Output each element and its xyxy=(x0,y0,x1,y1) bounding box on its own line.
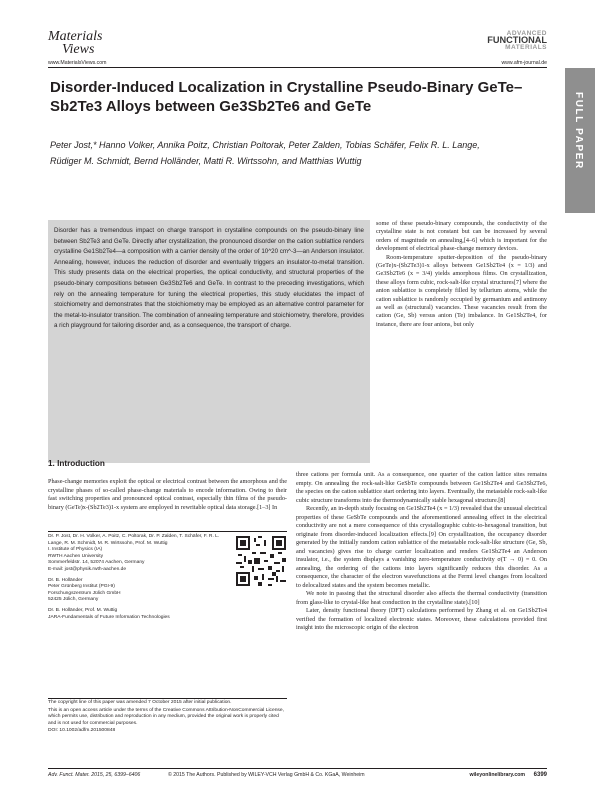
right-column-bottom xyxy=(296,471,547,633)
copyright-block xyxy=(48,700,287,736)
affiliation-name: Dr. B. Holländer xyxy=(48,577,83,583)
paragraph: some of these pseudo-binary compounds, the conductivity of the crystalline state is not constant but can be increased by several orders of magnitude on annealing,[4–6] which is important for the development of electrical phase-change memory devices. xyxy=(376,220,547,253)
right-column-top xyxy=(376,220,547,329)
materials-views-logo xyxy=(48,30,102,56)
copyright-rule xyxy=(48,698,287,699)
full-paper-tab xyxy=(565,68,595,213)
logo-right-line2: FUNCTIONAL xyxy=(487,35,547,45)
affiliation-address: 52425 Jülich, Germany xyxy=(48,597,99,603)
paragraph: Recently, an in-depth study focusing on Ge1Sb2Te4 (x = 1/3) revealed that the unusual electrical properties of these GeSbTe compounds and the aforementioned annealing effect in the electrical conductivity are not a mere consequence of this crystallographic cubic-to-hexagonal transition, but originate from disorder-induced localization effects.[9] On crystallization, the occupancy disorder generated by the initially random cation sublattice of the metastable rock-salt-like structure (Ge, Sb, and vacancies) gives rise to charge carrier localization and renders Ge1Sb2Te4 an Anderson insulator, i.e., the system displays a vanishing zero-temperature conductivity σ(T → 0) = 0. On annealing, the ordering of the cations into layers significantly reduces this disorder. As a consequence, the character of the electron wavefunctions at the Fermi level changes from localized to delocalized states and the system becomes metallic. xyxy=(296,505,547,589)
page-number: 6399 xyxy=(533,772,547,778)
intro-paragraph: Phase-change memories exploit the optical or electrical contrast between the amorphous and the crystalline phases of so-called phase-change materials to encode information. Owing to their fast switching properties and pronounced optical contrast, especially thin films of the pseudo-binary (GeTe)x-(Sb2Te3)1-x system are employed in rewritable optical data storage.[1–3] In xyxy=(48,478,287,511)
page-footer xyxy=(48,772,547,782)
affiliation-university: RWTH Aachen University xyxy=(48,553,104,559)
affiliation-institute: I. Institute of Physics (IA) xyxy=(48,547,103,553)
footer-rule xyxy=(48,768,547,769)
doi[interactable]: DOI: 10.1002/adfm.201500848 xyxy=(48,728,116,734)
affiliation-authors: Dr. P. Jost, Dr. H. Volker, A. Poitz, C. Poltorak, Dr. P. Zalden, T. Schäfer, F. R. L. Lange, R. M. Schmidt, M. R. Wirtssohn, Prof. M. Wuttig xyxy=(48,534,220,546)
affiliation-rule xyxy=(48,531,287,532)
header-url-left[interactable]: www.MaterialsViews.com xyxy=(48,60,107,66)
open-access-note: This is an open access article under the terms of the Creative Commons Attribution-NonCommercial License, which permits use, distribution and reproduction in any medium, provided the original work is properly cited and is not used for commercial purposes. xyxy=(48,707,284,726)
copyright-note: The copyright line of this paper was amended 7 October 2015 after initial publication. xyxy=(48,700,232,705)
footer-copyright: © 2015 The Authors. Published by WILEY-VCH Verlag GmbH & Co. KGaA, Weinheim xyxy=(168,772,365,778)
paragraph: three cations per formula unit. As a consequence, one quarter of the cation lattice sites remains empty. On annealing the rock-salt-like GeSbTe compounds between Ge1Sb2Te4 and Ge3Sb2Te6, the species on the cation sublattice start ordering into layers. Eventually, the metastable rock-salt-like cubic structure transforms into the thermodynamically stable hexagonal structure.[8] xyxy=(296,471,547,504)
logo-right-line3: MATERIALS xyxy=(505,44,547,51)
affiliation-institute: JARA-Fundamentals of Future Information Technologies xyxy=(48,614,170,620)
logo-right-line1: ADVANCED xyxy=(506,30,547,37)
paragraph: We note in passing that the structural disorder also affects the thermal conductivity (transition from glass-like to crystal-like heat conduction in the crystalline state).[10] xyxy=(296,590,547,606)
affiliation-email[interactable]: E-mail: jost@physik.rwth-aachen.de xyxy=(48,566,127,572)
logo-left-line1: Materials xyxy=(48,29,103,44)
header-rule xyxy=(48,67,547,68)
abstract-text: Disorder has a tremendous impact on charge transport in crystalline compounds on the pseudo-binary line between Sb2Te3 and GeTe. Directly after crystallization, the pronounced disorder on the cation sublattice renders crystalline Ge1Sb2Te4—a composition with a carrier density of the order of 10^20 cm^-3—an Anderson insulator. Annealing, however, induces the reduction of disorder and eventually triggers an insulator-to-metal transition. This study presents data on the electrical properties, the optical conductivity, and structural properties of the pseudo-binary compositions between Ge3Sb2Te6 and GeTe. In contrast to the preceding investigations, which rely on the annealing temperature for tuning the electrical properties, this study elucidates the impact of stoichiometry and demonstrates that the stoichiometry may be employed as an alternative control parameter for the metal-to-insulator transition. The combination of annealing temperature and stoichiometry, therefore, provides a rich playground for tailoring disorder and, as a consequence, the transport of charge. xyxy=(54,227,364,330)
journal-logo xyxy=(487,30,547,51)
qr-code[interactable] xyxy=(236,536,286,586)
header-url-right[interactable]: www.afm-journal.de xyxy=(501,60,547,66)
footer-citation: Adv. Funct. Mater. 2015, 25, 6399–6406 xyxy=(48,772,141,778)
affiliation-name: Dr. B. Holländer, Prof. M. Wuttig xyxy=(48,607,118,613)
affiliations xyxy=(48,534,226,621)
article-authors: Peter Jost,* Hanno Volker, Annika Poitz, Christian Poltorak, Peter Zalden, Tobias Schäfer, Felix R. L. Lange, Rüdiger M. Schmidt, Bernd Holländer, Matti R. Wirtssohn, and Matthias Wuttig xyxy=(50,140,480,166)
affiliation-center: Forschungszentrum Jülich GmbH xyxy=(48,590,121,596)
affiliation-institute: Peter Grünberg Institut (PGI-9) xyxy=(48,584,115,590)
logo-left-line2: Views xyxy=(62,42,95,57)
section-heading: 1. Introduction xyxy=(48,459,105,468)
footer-website[interactable]: wileyonlinelibrary.com xyxy=(469,772,525,778)
article-title: Disorder-Induced Localization in Crystalline Pseudo-Binary GeTe–Sb2Te3 Alloys between Ge3Sb2Te6 and GeTe xyxy=(50,79,523,115)
affiliation-address: Sommerfeldstr. 14, 52074 Aachen, Germany xyxy=(48,560,145,566)
abstract-box xyxy=(48,220,370,463)
side-tab-label: FULL PAPER xyxy=(573,92,584,170)
paragraph: Later, density functional theory (DFT) calculations performed by Zhang et al. on Ge1Sb2Te4 verified the formation of localized electronic states. Moreover, these calculations provided first insight into the microscopic origin of the electron xyxy=(296,607,547,631)
paragraph: Room-temperature sputter-deposition of the pseudo-binary (GeTe)x-(Sb2Te3)1-x alloys between Ge1Sb2Te4 (x = 1/3) and Ge3Sb2Te6 (x = 3/4) yields amorphous films. On crystallization, these alloys form cubic, rock-salt-like crystal structures[7] where the anion sublattice is completely filled by tellurium atoms, while the cation sublattice is randomly occupied by germanium and antimony as well as (structural) vacancies. These vacancies result from the cation (Ge, Sb) versus anion (Te) imbalance. In Ge1Sb2Te4, for instance, there are four anions, but only xyxy=(376,253,547,328)
